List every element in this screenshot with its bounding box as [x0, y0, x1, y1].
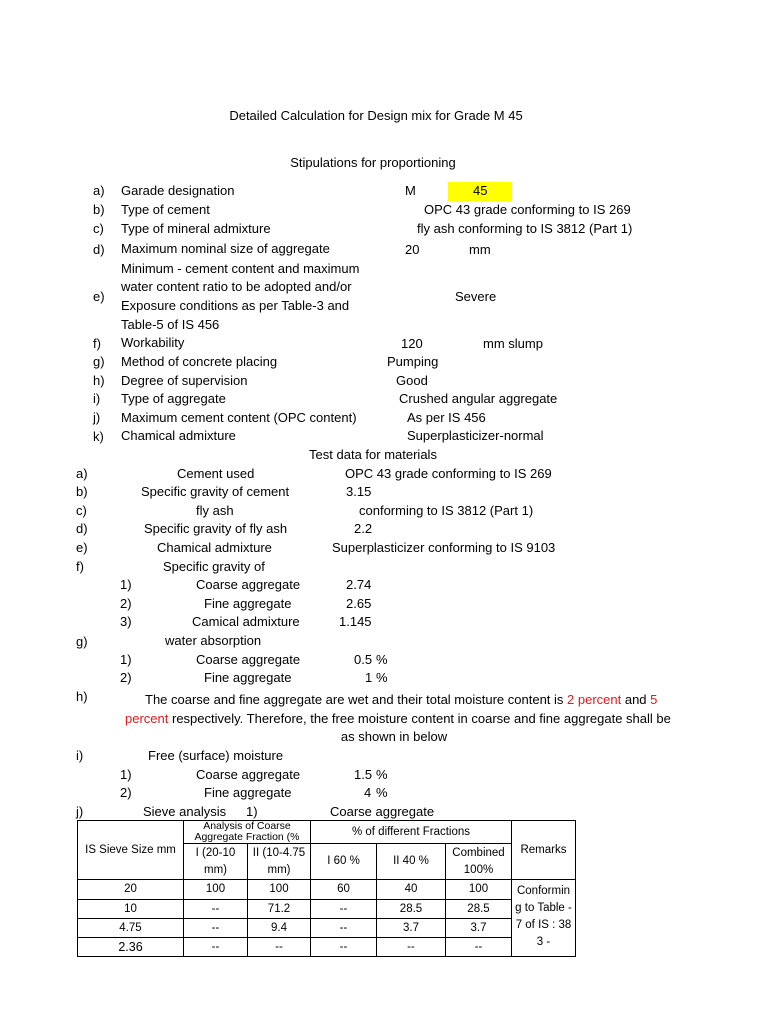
moisture-paragraph-line-2 [125, 711, 671, 727]
table-cell: 40 [377, 880, 446, 900]
item-key: c) [93, 221, 104, 236]
item-value: conforming to IS 3812 (Part 1) [359, 503, 534, 518]
sub-item-value: 1.145 [339, 614, 372, 629]
item-key: i) [76, 748, 84, 763]
item-label-line: Minimum - cement content and maximum [121, 261, 360, 276]
table-cell: 100 [446, 880, 512, 900]
moisture-text: The coarse and fine aggregate are wet and their total moisture content is [145, 692, 568, 707]
item-key: a) [93, 183, 105, 198]
item-unit: mm slump [483, 336, 543, 351]
moisture-text: respectively. Therefore, the free moisture content in coarse and fine aggregate shall be [168, 711, 671, 726]
grade-value: 45 [473, 183, 488, 198]
table-cell: 20 [78, 880, 184, 900]
sub-item-unit: % [376, 652, 388, 667]
item-label: Garade designation [121, 183, 235, 198]
table-cell: 2.36 [78, 938, 184, 957]
item-value: OPC 43 grade conforming to IS 269 [424, 202, 631, 217]
sub-item-value: 2.65 [346, 596, 372, 611]
sub-item-unit: % [376, 767, 388, 782]
item-value: Coarse aggregate [330, 804, 435, 819]
item-value: fly ash conforming to IS 3812 (Part 1) [417, 221, 633, 236]
item-key: d) [76, 521, 88, 536]
item-label: Degree of supervision [121, 373, 248, 388]
table-cell: -- [248, 938, 311, 957]
sub-item-label: Coarse aggregate [196, 767, 301, 782]
item-value: Crushed angular aggregate [399, 391, 558, 406]
table-cell: -- [311, 938, 377, 957]
item-key: g) [76, 634, 88, 649]
sub-item-label: Camical admixture [192, 614, 300, 629]
item-value: Severe [455, 289, 497, 304]
moisture-fine-percent: percent [125, 711, 169, 726]
item-label: Type of aggregate [121, 391, 226, 406]
item-key: g) [93, 354, 105, 369]
table-cell: 100 [184, 880, 248, 900]
item-label: Free (surface) moisture [148, 748, 284, 763]
item-label: Specific gravity of fly ash [144, 521, 288, 536]
table-row [78, 938, 576, 957]
sub-item-label: Fine aggregate [204, 785, 292, 800]
moisture-coarse-percent: 2 percent [567, 692, 622, 707]
item-key: j) [93, 410, 101, 425]
item-label: Maximum cement content (OPC content) [121, 410, 357, 425]
moisture-text: and [621, 692, 651, 707]
item-label-line: Exposure conditions as per Table-3 and [121, 298, 350, 313]
table-row [78, 919, 576, 938]
table-cell: 4.75 [78, 919, 184, 938]
sub-item-label: Fine aggregate [204, 596, 292, 611]
item-value: M [405, 183, 416, 198]
table-cell: -- [311, 919, 377, 938]
item-value: 20 [405, 242, 420, 257]
item-label: Workability [121, 335, 185, 350]
table-cell: -- [184, 938, 248, 957]
header-fraction-1: I (20-10 mm) [184, 844, 248, 880]
table-cell: 10 [78, 900, 184, 919]
item-key: e) [76, 540, 88, 555]
sub-item-unit: % [376, 670, 388, 685]
item-key: j) [76, 804, 84, 819]
header-percent-fractions: % of different Fractions [311, 821, 512, 844]
sub-item-num: 1) [120, 767, 132, 782]
moisture-paragraph-line-1 [145, 692, 657, 708]
item-label: Chamical admixture [121, 428, 236, 443]
header-combined: Combined 100% [446, 844, 512, 880]
item-value: 3.15 [346, 484, 372, 499]
remarks-cell: Conforming to Table - 7 of IS : 383 - [512, 880, 576, 957]
sub-item-value: 0.5 [354, 652, 373, 667]
item-label: Specific gravity of cement [141, 484, 290, 499]
sub-item-value: 4 [364, 785, 372, 800]
table-row [78, 900, 576, 919]
sub-item-unit: % [376, 785, 388, 800]
item-key: c) [76, 503, 87, 518]
table-row [78, 880, 576, 900]
header-analysis: Analysis of Coarse Aggregate Fraction (% [184, 821, 311, 844]
item-key: d) [93, 242, 105, 257]
item-label: water absorption [165, 633, 262, 648]
item-key: b) [93, 202, 105, 217]
item-key: a) [76, 466, 88, 481]
item-key: b) [76, 484, 88, 499]
header-fraction-2: II (10-4.75 mm) [248, 844, 311, 880]
item-value: OPC 43 grade conforming to IS 269 [345, 466, 552, 481]
header-pct-2: II 40 % [377, 844, 446, 880]
moisture-fine-value: 5 [650, 692, 658, 707]
test-data-heading: Test data for materials [309, 447, 437, 462]
table-cell: 3.7 [446, 919, 512, 938]
item-label-line: water content ratio to be adopted and/or [121, 279, 352, 294]
sub-item-num: 2) [120, 785, 132, 800]
moisture-paragraph-line-3: as shown in below [340, 729, 448, 744]
header-pct-1: I 60 % [311, 844, 377, 880]
sub-item-label: Fine aggregate [204, 670, 292, 685]
item-label: Type of mineral admixture [121, 221, 271, 236]
sub-item-value: 2.74 [346, 577, 372, 592]
item-key: k) [93, 429, 104, 444]
item-value: Good [396, 373, 428, 388]
header-remarks: Remarks [512, 821, 576, 880]
item-label-line: Table-5 of IS 456 [121, 317, 220, 332]
stipulations-heading: Stipulations for proportioning [290, 155, 456, 170]
sieve-analysis-table [77, 820, 576, 957]
sub-item-num: 1) [246, 804, 258, 819]
table-cell: 28.5 [446, 900, 512, 919]
item-value: Pumping [387, 354, 439, 369]
item-label: Method of concrete placing [121, 354, 278, 369]
item-label: Cement used [177, 466, 255, 481]
sub-item-num: 2) [120, 670, 132, 685]
item-key: f) [76, 559, 84, 574]
table-cell: -- [446, 938, 512, 957]
sub-item-num: 3) [120, 614, 132, 629]
table-cell: 100 [248, 880, 311, 900]
header-sieve-size: IS Sieve Size mm [78, 821, 184, 880]
table-cell: -- [311, 900, 377, 919]
table-cell: -- [377, 938, 446, 957]
table-cell: 71.2 [248, 900, 311, 919]
table-cell: 28.5 [377, 900, 446, 919]
item-value: Superplasticizer-normal [407, 428, 544, 443]
item-label: fly ash [196, 503, 234, 518]
table-cell: 60 [311, 880, 377, 900]
item-key: f) [93, 336, 101, 351]
sub-item-value: 1 [365, 670, 373, 685]
item-key: e) [93, 289, 105, 304]
table-cell: 9.4 [248, 919, 311, 938]
item-key: h) [76, 689, 88, 704]
item-value: As per IS 456 [407, 410, 486, 425]
sub-item-num: 2) [120, 596, 132, 611]
sub-item-num: 1) [120, 577, 132, 592]
item-label: Sieve analysis [143, 804, 227, 819]
item-label: Type of cement [121, 202, 210, 217]
item-value: Superplasticizer conforming to IS 9103 [332, 540, 556, 555]
item-label: Maximum nominal size of aggregate [121, 241, 330, 256]
table-cell: -- [184, 900, 248, 919]
item-value: 120 [401, 336, 423, 351]
sub-item-label: Coarse aggregate [196, 652, 301, 667]
table-cell: 3.7 [377, 919, 446, 938]
sub-item-label: Coarse aggregate [196, 577, 301, 592]
item-label: Specific gravity of [163, 559, 265, 574]
item-key: i) [93, 391, 101, 406]
document-title: Detailed Calculation for Design mix for Grade M 45 [229, 108, 523, 123]
table-cell: -- [184, 919, 248, 938]
item-label: Chamical admixture [157, 540, 272, 555]
item-key: h) [93, 373, 105, 388]
item-unit: mm [469, 242, 491, 257]
sub-item-num: 1) [120, 652, 132, 667]
sub-item-value: 1.5 [354, 767, 373, 782]
item-value: 2.2 [354, 521, 373, 536]
